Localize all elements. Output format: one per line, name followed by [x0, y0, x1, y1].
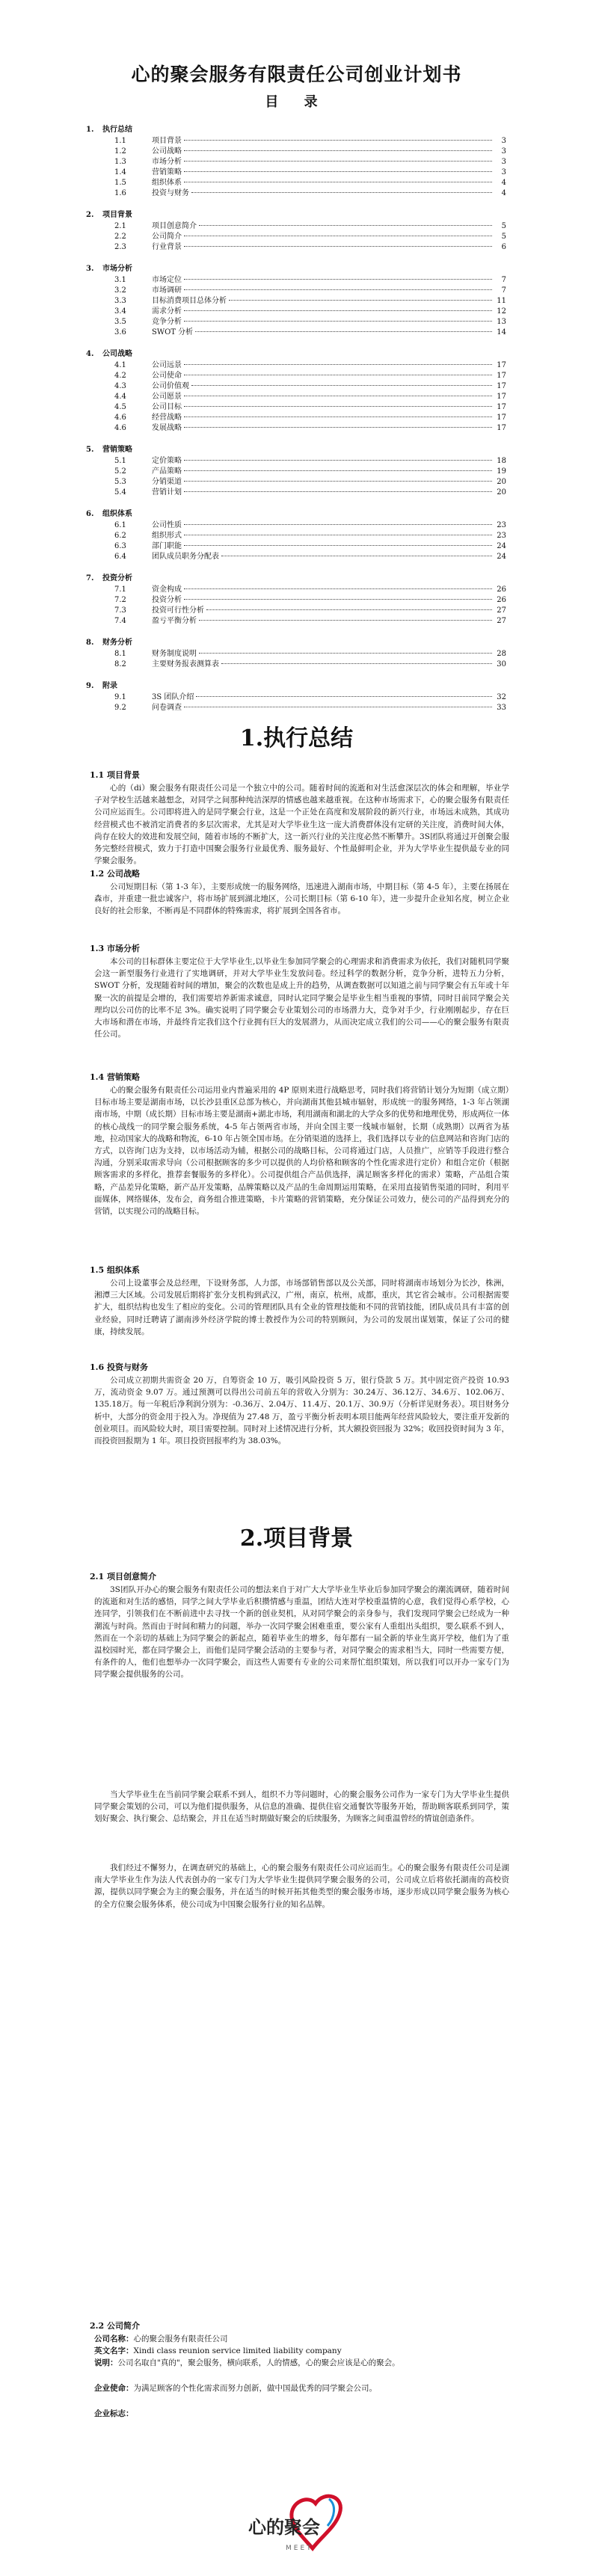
section-1-5-heading: 1.5 组织体系: [90, 1265, 140, 1275]
section-2-1-text-c: 我们经过不懈努力，在调查研究的基础上，心的聚会服务有限责任公司应运而生。心的聚会服务有限责任公司是湖南大学毕业生作为法人代表创办的一家专门为大学毕业生提供同学聚会服务的公司，公司成立后将依托湖南的高校资源，提供以同学聚会为主的聚会服务，并在适当的时候开拓其他类型的聚会服务市场，逐步形成以同学聚会服务为核心的全方位聚会服务体系，使公司成为中国聚会服务行业的知名品牌。: [94, 1863, 509, 1909]
toc-entry[interactable]: 5.4 营销计划 20: [114, 488, 506, 497]
toc-entry[interactable]: 2.2 公司简介 5: [114, 233, 506, 241]
section-1-3-heading: 1.3 市场分析: [90, 944, 140, 953]
toc-heading: 目 录: [265, 94, 328, 110]
company-english-name-row: 英文名字：Xindi class reunion service limited liability company: [94, 2346, 342, 2355]
toc-section[interactable]: 9. 附录: [86, 682, 117, 690]
toc-entry[interactable]: 5.2 产品策略 19: [114, 467, 506, 476]
document-title: 心的聚会服务有限责任公司创业计划书: [131, 64, 462, 85]
toc-entry[interactable]: 2.3 行业背景 6: [114, 243, 506, 251]
toc-entry[interactable]: 8.1 财务制度说明 28: [114, 650, 506, 658]
toc-entry[interactable]: 3.4 需求分析 12: [114, 307, 506, 316]
section-1-5-text: 公司上设董事会及总经理，下设财务部，人力部，市场部销售部以及公关部，同时将湖南市场划分为长沙，株洲，湘潭三大区域。公司发展后期将扩张分支机构到武汉，广州，南京，杭州，成都，重庆，其它省会城市。公司根据需要扩大，组织结构也发生了相应的变化。公司的管理团队具有全业的管理技能和不同的营销技能，团队成员具有丰富的创业经验，同时迁聘请了湖南涉外经济学院的博士教授作为公司的特别顾问，为公司的发展出谋划策，保证了公司的健康，持续发展。: [94, 1279, 509, 1336]
section-1-4-heading: 1.4 营销策略: [90, 1072, 140, 1082]
company-logo: [241, 2490, 353, 2565]
toc-section[interactable]: 2. 项目背景: [86, 211, 132, 219]
toc-entry[interactable]: 3.5 竞争分析 13: [114, 318, 506, 326]
section-1-2-text: 公司短期目标（第 1-3 年），主要形成统一的服务网络，迅速进入湖南市场，中期目标（第 4-5 年），主要在扬展在森市，并重建一批忠诚客户，将市场扩展到湖北地区，公司长期目标（第 6-10 年），进一步提升企业知名度，树立企业良好的社会形象，不断再是不同群体的特殊需求，将扩展到全国各省市。: [94, 882, 509, 916]
section-2-1-heading: 2.1 项目创意简介: [90, 1572, 156, 1581]
toc-entry[interactable]: 4.6 发展战略 17: [114, 424, 506, 432]
company-name-note-row: 说明：公司名取自"真的"，聚会服务，横向联系，人的情感，心的聚会应该是心的聚会。: [94, 2358, 400, 2367]
toc-section[interactable]: 3. 市场分析: [86, 265, 132, 273]
company-name-row: 公司名称：心的聚会服务有限责任公司: [94, 2334, 228, 2343]
toc-entry[interactable]: 1.1 项目背景 3: [114, 137, 506, 145]
toc-entry[interactable]: 2.1 项目创意简介 5: [114, 222, 506, 230]
toc-entry[interactable]: 6.4 团队成员职务分配表 24: [114, 553, 506, 561]
toc-entry[interactable]: 4.6 经营战略 17: [114, 414, 506, 422]
chapter-2-title: 2.项目背景: [239, 1525, 354, 1552]
logo-wordmark: 心的聚会: [248, 2517, 320, 2538]
toc-entry[interactable]: 6.1 公司性质 23: [114, 521, 506, 529]
toc-entry[interactable]: 7.3 投资可行性分析 27: [114, 606, 506, 615]
toc-entry[interactable]: 9.2 问卷调查 33: [114, 704, 506, 712]
chapter-1-title: 1.执行总结: [239, 725, 354, 751]
section-1-3-text: 本公司的目标群体主要定位于大学毕业生,以毕业生参加同学聚会的心理需求和消费需求为依托，我们对随机同学聚会这一新型服务行业进行了实地调研，并对大学毕业生发放问卷。经过科学的数据分析，竞争分析，进特五力分析，SWOT 分析，发现随着时间的增加，聚会的次数也是成上升的趋势，从调查数据可以知道之前与同学聚会有五年或十年聚一次的前提是会增的，我们需要培养新需求诚意，同时认定同学聚会是毕业生相当重视的事情，同时目前同学聚会关理均以公司仿的比率不足 3%。确实说明了同学聚会专业策划公司的市场潜力大，竞争对手少，行业刚刚起步，存在巨大市场和潜在市场，并最终肯定我们这个行业拥有巨大的发展潜力，从而决定成立我们的公司——心的聚会服务有限责任公司。: [94, 957, 509, 1039]
toc-section[interactable]: 5. 营销策略: [86, 446, 132, 454]
toc-entry[interactable]: 7.1 资金构成 26: [114, 585, 506, 594]
section-1-6-text: 公司成立初期共需资金 20 万，自筹资金 10 万，吸引风险投资 5 万，银行贷款 5 万。其中固定资产投资 10.93 万，流动资金 9.07 万。通过预测可以得出公司前五年的营收入分别为：30.24万、36.12万、34.6万、102.06万、135.18万。每一年税后净利润分别为：-0.36万、2.04万、11.4万、20.1万、30.9万（分析详见财务表）。项目财务分析中，大部分的资金用于投入为。净现值为 27.48 万，盈亏平衡分析表明本项目能两年经营风险较大，要注重开发新的创业项目。而风险较大时，项目需要控制。同时对上述情况进行分析，其大额投资回报为 32%；收回投资时间为 3 年，而投资回报期为 1 年。项目投资回报率约为 38.03%。: [94, 1376, 509, 1446]
toc-entry[interactable]: 4.4 公司愿景 17: [114, 393, 506, 401]
toc-entry[interactable]: 3.3 目标消费项目总体分析 11: [114, 297, 506, 305]
toc-entry[interactable]: 3.2 市场调研 7: [114, 286, 506, 295]
toc-section[interactable]: 1. 执行总结: [86, 126, 132, 134]
toc-entry[interactable]: 7.4 盈亏平衡分析 27: [114, 617, 506, 625]
section-1-1-heading: 1.1 项目背景: [90, 770, 140, 780]
section-1-1-text: 心的（di）聚会服务有限责任公司是一个独立中的公司。随着时间的流逝和对生活愈深层次的体会和理解，毕业学子对学校生活越来越想念，对同学之间那种纯洁深厚的情感也越来越重视。在这种市场需求下，心的聚会服务有限责任公司应运而生。公司即将进入的是同学聚会行业，这是一个正处在高度和发展阶段的新兴行业，市场远未成熟，其成功经营模式也不被消定消费者的多层次需求，尤其是对大学毕业生这一庞大消费群体没有定研的关注度，消费时间大体，尚存在较大的效进和发展空间，随着市场的不断扩大，这一新兴行业的关注度必然不断攀升。3S团队将通过开创聚会服务完整经营模式，致力于打造中国聚会服务行业最优秀、服务最好、个性最鲜明企业，并为大学毕业生提供最专业的同学聚会服务。: [94, 784, 509, 866]
toc-entry[interactable]: 4.5 公司目标 17: [114, 403, 506, 411]
company-info: [94, 2333, 509, 2420]
toc-section[interactable]: 6. 组织体系: [86, 510, 132, 518]
section-2-1-text-b: 当大学毕业生在当前同学聚会联系不到人，组织不力等问题时，心的聚会服务公司作为一家专门为大学毕业生提供同学聚会策划的公司，可以为他们提供服务，从信息的准确、提供住宿交通餐饮等服务开始，帮助顾客联系到同学，策划好聚会、执行聚会、总结聚会，并且在适当时期做好聚会的后续服务，为顾客之间重温曾经的情谊创造条件。: [94, 1790, 509, 1824]
company-logo-row: 企业标志：: [94, 2409, 134, 2418]
section-2-1-text-a: 3S团队开办心的聚会服务有限责任公司的想法来自于对广大大学毕业生毕业后参加同学聚会的潮流调研，随着时间的流逝和对生活的感悟，同学之间大学毕业后积攒情感与重温，团结大连对学校重温情的心意，我们觉得心系学校，心连同学，引领我们在不断前进中去寻找一个新的创业契机，从对同学聚会的亲身参与，我们发现同学聚会已经成为一种潮流与时尚。然而由于时间和精力的问题，举办一次同学聚会困难重重，要公家有人重组出头组织，要么联系不到人，然而在一个亲切的基础上为同学聚会的新起点，随着毕业生的增多，每年都有一届全新的毕业生离开学校，他们为了重温校园时光，都在同学聚会上，而他们是同学聚会活动的主要参与者，对同学聚会的需求相当大，同时一些需要方便，有条件的人，他们也想举办一次同学聚会，而这些人需要有专业的公司来帮忙组织策划，所以我们可以开办一家专门为同学聚会提供服务的公司。: [94, 1585, 509, 1679]
section-1-2-heading: 1.2 公司战略: [90, 869, 140, 879]
toc-entry[interactable]: 4.1 公司远景 17: [114, 361, 506, 369]
toc-section[interactable]: 4. 公司战略: [86, 350, 132, 358]
logo-subtext: MEET: [286, 2545, 313, 2552]
toc-entry[interactable]: 1.3 市场分析 3: [114, 158, 506, 166]
heart-logo-icon: [241, 2490, 353, 2565]
toc-entry[interactable]: 7.2 投资分析 26: [114, 596, 506, 604]
toc-entry[interactable]: 6.3 部门职能 24: [114, 542, 506, 550]
toc-entry[interactable]: 1.6 投资与财务 4: [114, 189, 506, 197]
toc-entry[interactable]: 3.6 SWOT 分析 14: [114, 328, 506, 336]
toc-section[interactable]: 8. 财务分析: [86, 639, 132, 647]
toc-entry[interactable]: 9.1 3S 团队介绍 32: [114, 693, 506, 701]
section-2-2-heading: 2.2 公司简介: [90, 2321, 140, 2331]
table-of-contents: [86, 124, 506, 713]
toc-entry[interactable]: 8.2 主要财务报表测算表 30: [114, 660, 506, 668]
toc-entry[interactable]: 1.2 公司战略 3: [114, 147, 506, 156]
toc-entry[interactable]: 1.5 组织体系 4: [114, 179, 506, 187]
company-mission-row: 企业使命：为满足顾客的个性化需求而努力创新，做中国最优秀的同学聚会公司。: [94, 2384, 377, 2393]
toc-entry[interactable]: 1.4 营销策略 3: [114, 168, 506, 176]
toc-section[interactable]: 7. 投资分析: [86, 574, 132, 582]
section-1-6-heading: 1.6 投资与财务: [90, 1362, 148, 1372]
toc-entry[interactable]: 3.1 市场定位 7: [114, 276, 506, 284]
toc-entry[interactable]: 6.2 组织形式 23: [114, 532, 506, 540]
section-1-4-text: 心的聚会服务有限责任公司运用业内普遍采用的 4P 原则来进行战略思考，同时我们将营销计划分为短期（成立期）目标市场主要是湖南市场，以长沙县重区总部为核心，并向湖南其他县城市辐射，形成统一的服务网络，1-3 年占领湖南市场，中期（成长期）目标市场主要是湖南+湖北市场，利用湖南和湖北的大学众多的优势和地理优势，形成两位一体的核心战线一的同学聚会服务系统，4-5 年占领两省市场，并向全国主要一线城市辐射，长期（成熟期）以两省为基地，拉动国家大的战略和物流，6-10 年占领全国市场。在分销渠道的选择上，我们选择以专业的信息网站和咨询门店的方式，以咨询门店为支持，以市场活动为辅，根据公司的战略目标，公司将通过门店，人员推广，应销等手段进行整合沟通，分别采取需求导向（公司根据顾客的多少可以提供的人均价格和顾客的个性化需求进行定价）和组合定价（根据顾客需求的多样化，推荐套餐服务的多样化）。公司提供组合产品供选择，满足顾客多样化的需求）策略，产品组合策略，产品差异化策略，新产品开发策略，品牌策略以及产品的生命周期运用策略，在采用直接销售渠道的同时，利用平面媒体，网络媒体，发布会，商务组合推进策略，卡片策略的营销策略，充分保证公司效力，使公司的产品得到充分的营销，以实现公司的战略目标。: [94, 1086, 509, 1217]
toc-entry[interactable]: 4.3 公司价值观 17: [114, 382, 506, 390]
toc-entry[interactable]: 5.3 分销渠道 20: [114, 478, 506, 486]
toc-entry[interactable]: 4.2 公司使命 17: [114, 372, 506, 380]
toc-entry[interactable]: 5.1 定价策略 18: [114, 457, 506, 465]
